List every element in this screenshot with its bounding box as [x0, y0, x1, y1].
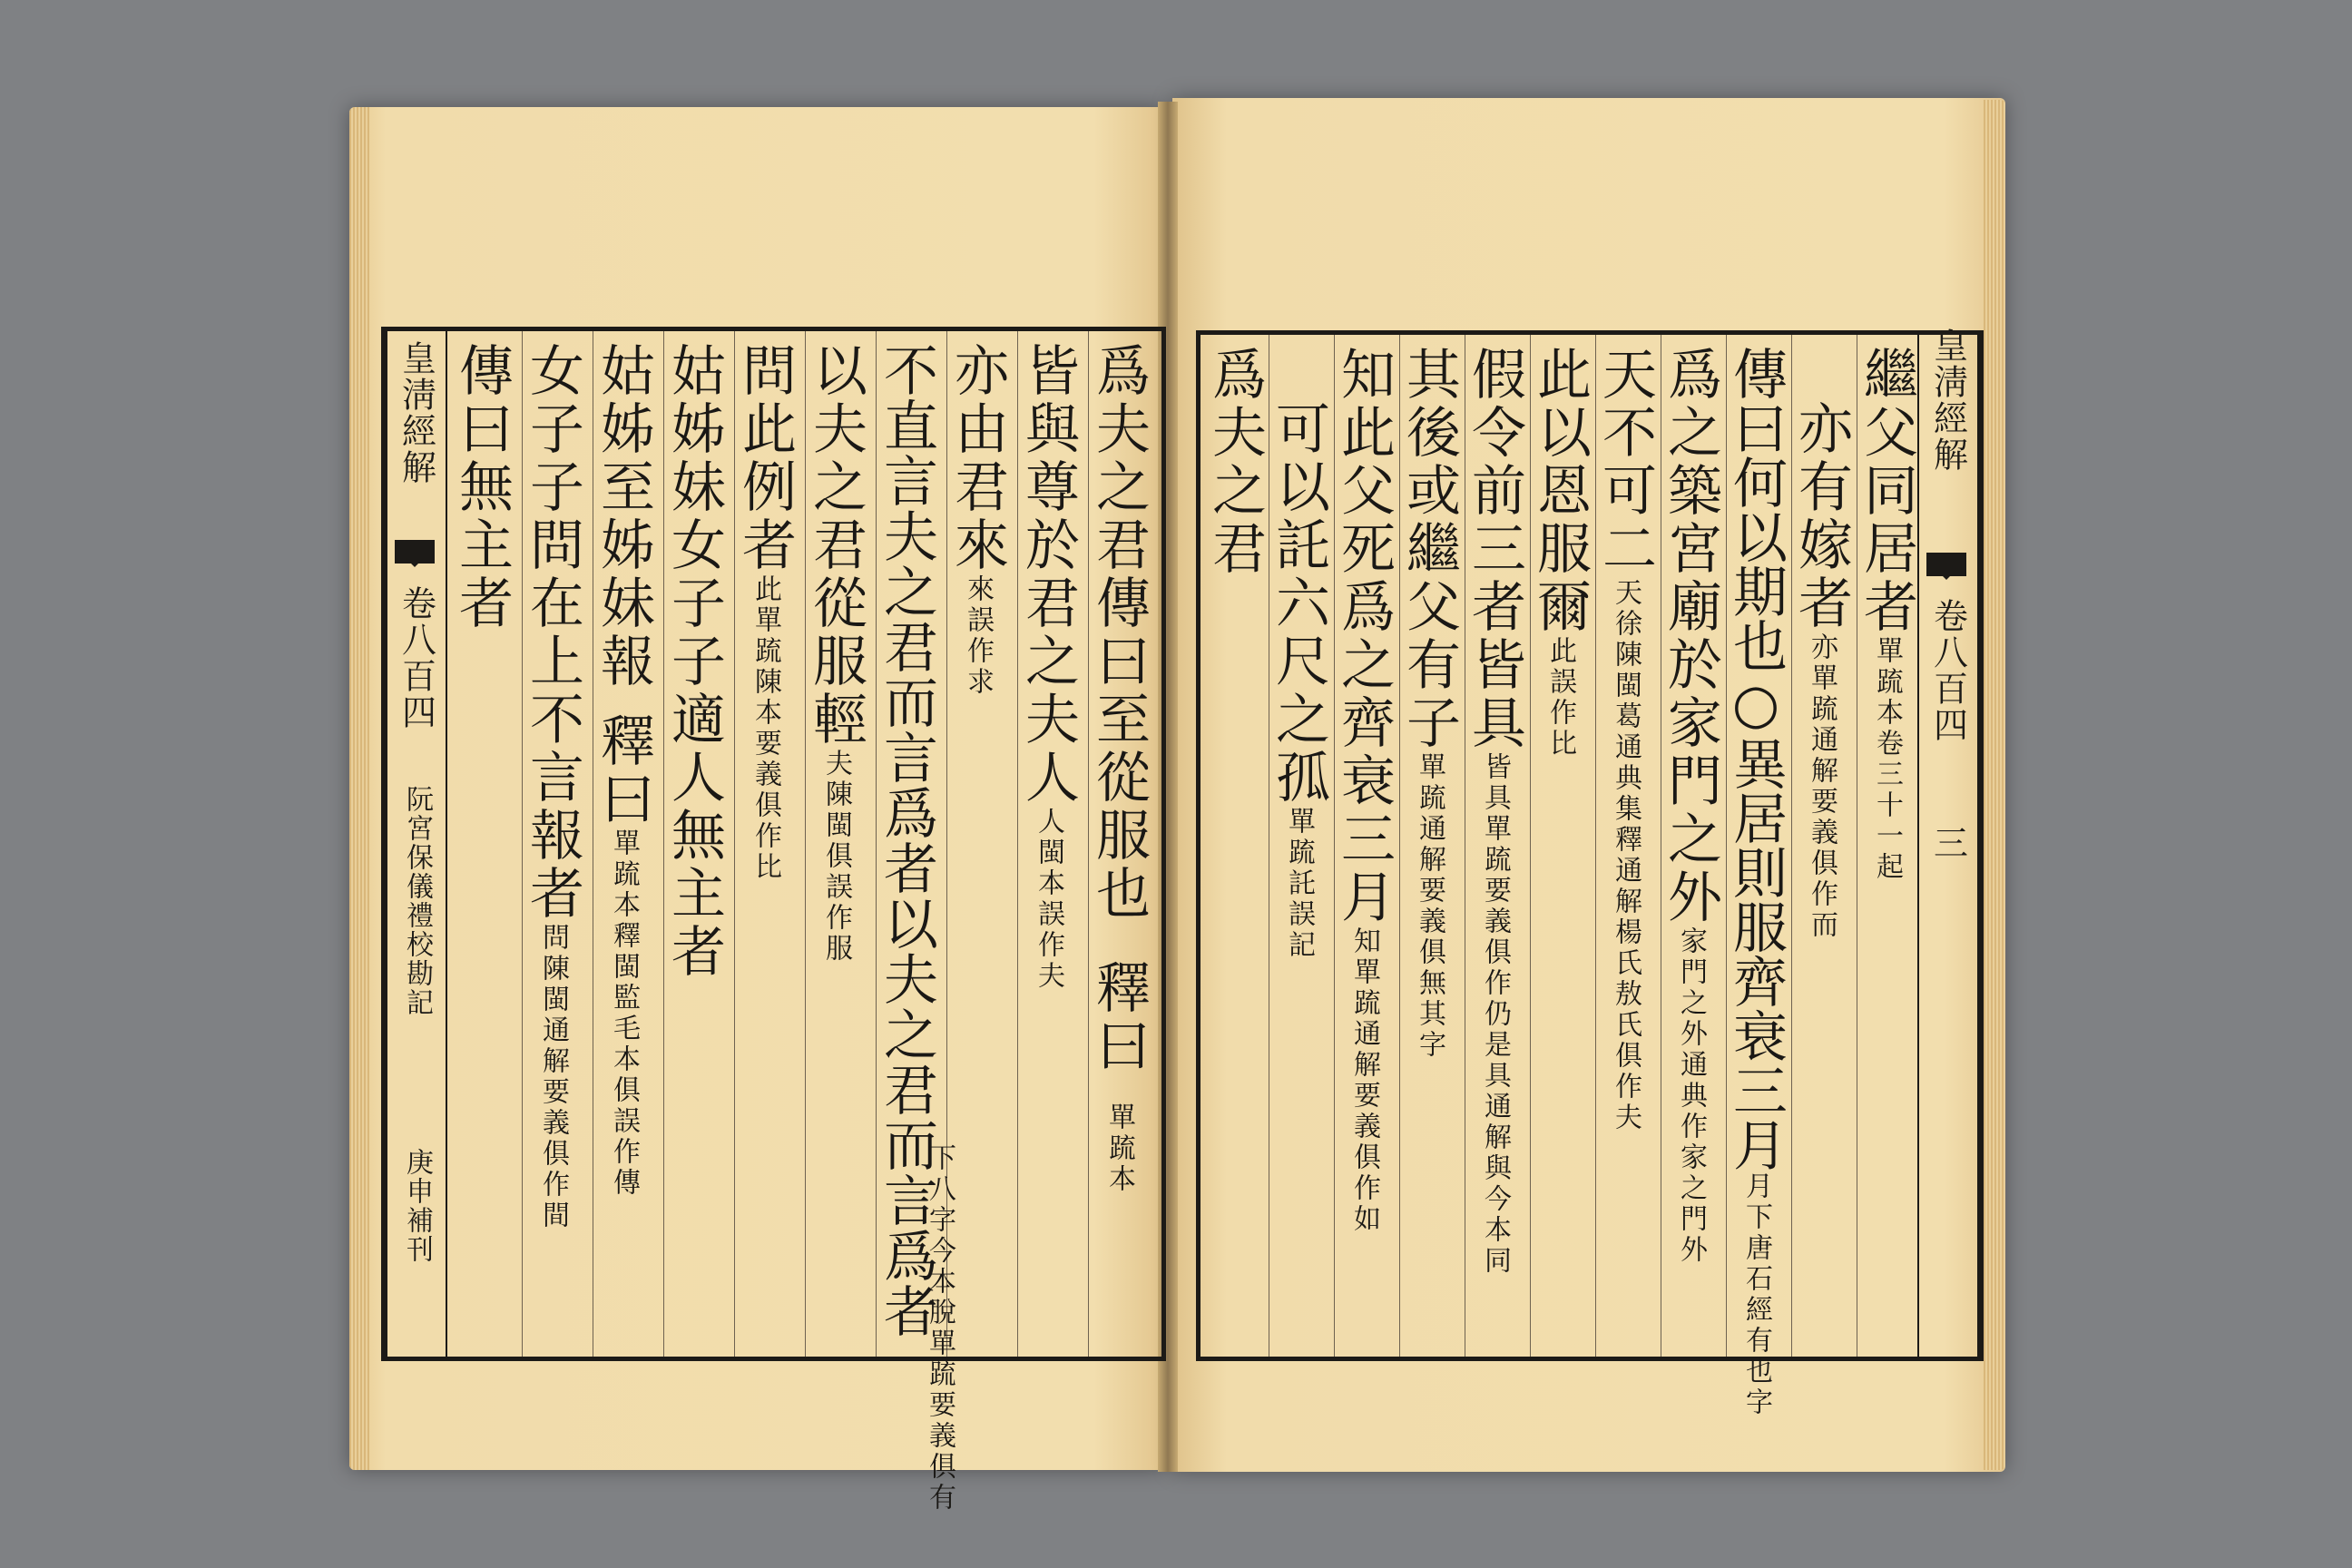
- text-column: [1203, 346, 1267, 578]
- text-column: [592, 342, 655, 1199]
- annotation: 月下唐石經有也字: [1740, 1171, 1772, 1418]
- annotation: 皆具單䟽要義俱作仍是具通解與今本同: [1479, 752, 1511, 1277]
- banxin-volume: 卷八百四: [1927, 598, 1968, 743]
- main-text: 姑姊妹女子子適人無主者: [662, 342, 726, 981]
- main-text: 姑姊至姊妹報: [592, 342, 655, 691]
- annotation: 單䟽託誤記: [1283, 807, 1315, 961]
- main-text: 此以恩服爾: [1528, 346, 1592, 636]
- left-page-edge: [349, 107, 369, 1470]
- text-column: [1724, 346, 1788, 1418]
- annotation: 單䟽本釋閩監毛本俱誤作傳: [608, 828, 640, 1199]
- annotation-continued: [924, 1143, 956, 1514]
- text-column: [521, 342, 584, 1231]
- main-text: 繼父同居者: [1855, 346, 1918, 636]
- main-text: 不直言夫之君而言爲者以夫之君而言爲者: [875, 342, 938, 1338]
- annotation: 單䟽本卷三十一起: [1871, 636, 1903, 883]
- annotation: 單䟽通解要義俱無其字: [1414, 752, 1446, 1061]
- text-column: [1789, 346, 1853, 941]
- main-text: 以夫之君從服輕: [804, 342, 867, 749]
- text-column: [1593, 346, 1657, 1133]
- banxin-page-number: 三: [1927, 825, 1968, 861]
- main-text: 傳曰何以期也○異居則服齊衰三月: [1724, 346, 1788, 1171]
- text-column: [804, 342, 867, 965]
- annotation: 天徐陳閩葛通典集釋通解楊氏敖氏俱作夫: [1610, 578, 1642, 1133]
- annotation: 問陳閩通解要義俱作間: [537, 923, 569, 1231]
- text-column: [733, 342, 797, 883]
- main-text: 皆與尊於君之夫人: [1016, 342, 1080, 807]
- main-text: 假令前三者皆具: [1463, 346, 1526, 752]
- main-text: 可以託六尺之孤: [1267, 400, 1330, 807]
- main-text: 爲之築宮廟於家門之外: [1659, 346, 1722, 926]
- left-block-centre: [386, 331, 447, 1357]
- main-text: 傳曰無主者: [450, 342, 514, 632]
- annotation: 來誤作求: [962, 574, 994, 698]
- main-text: 釋曰: [1087, 959, 1151, 1075]
- text-column: [1016, 342, 1080, 992]
- text-column: [1397, 346, 1461, 1061]
- right-block-centre: [1917, 328, 1979, 1357]
- banxin-title: 皇淸經解: [396, 340, 436, 485]
- text-column: [1463, 346, 1526, 1277]
- banxin-volume: 卷八百四: [396, 585, 436, 730]
- annotation: 單䟽本: [1103, 1102, 1135, 1195]
- left-print-frame: [381, 327, 1166, 1361]
- main-text: 釋曰: [592, 712, 655, 828]
- banxin-title: 皇淸經解: [1927, 328, 1968, 473]
- right-page-edge: [1984, 100, 2005, 1470]
- text-column: [946, 342, 1009, 698]
- main-text: 其後或繼父有子: [1397, 346, 1461, 752]
- text-column: [1267, 346, 1330, 961]
- annotation: 亦單䟽通解要義俱作而: [1806, 632, 1838, 941]
- main-text: 女子子問在上不言報者: [521, 342, 584, 923]
- banxin-book-title: 阮宮保儀禮校勘記: [401, 785, 433, 1017]
- annotation: 此單䟽陳本要義俱作比: [750, 574, 781, 883]
- annotation: 知單䟽通解要義俱作如: [1348, 926, 1380, 1235]
- text-column: [1659, 346, 1722, 1266]
- annotation: 夫陳閩俱誤作服: [820, 749, 852, 965]
- main-text: 爲夫之君傳曰至從服也: [1087, 342, 1151, 923]
- main-text: 亦有嫁者: [1789, 400, 1853, 632]
- fishtail-mark: [395, 540, 435, 564]
- main-text: 亦由君來: [946, 342, 1009, 574]
- annotation: 下八字今本脫單䟽要義俱有: [924, 1143, 956, 1514]
- fishtail-mark: [1926, 553, 1966, 576]
- text-column: [450, 342, 514, 632]
- text-column: [1332, 346, 1396, 1235]
- text-column: [1528, 346, 1592, 760]
- main-text: 天不可二: [1593, 346, 1657, 578]
- annotation: 人閩本誤作夫: [1033, 807, 1064, 992]
- main-text: 問此例者: [733, 342, 797, 574]
- text-column: [662, 342, 726, 981]
- annotation: 家門之外通典作家之門外: [1675, 926, 1707, 1266]
- right-print-frame: [1196, 328, 1984, 1418]
- main-text: 爲夫之君: [1203, 346, 1267, 578]
- main-text: 知此父死爲之齊衰三月: [1332, 346, 1396, 926]
- banxin-edition: 庚申補刊: [401, 1148, 433, 1264]
- annotation: 此誤作比: [1544, 636, 1576, 760]
- text-column: [1087, 342, 1151, 1195]
- text-column: [1855, 346, 1918, 883]
